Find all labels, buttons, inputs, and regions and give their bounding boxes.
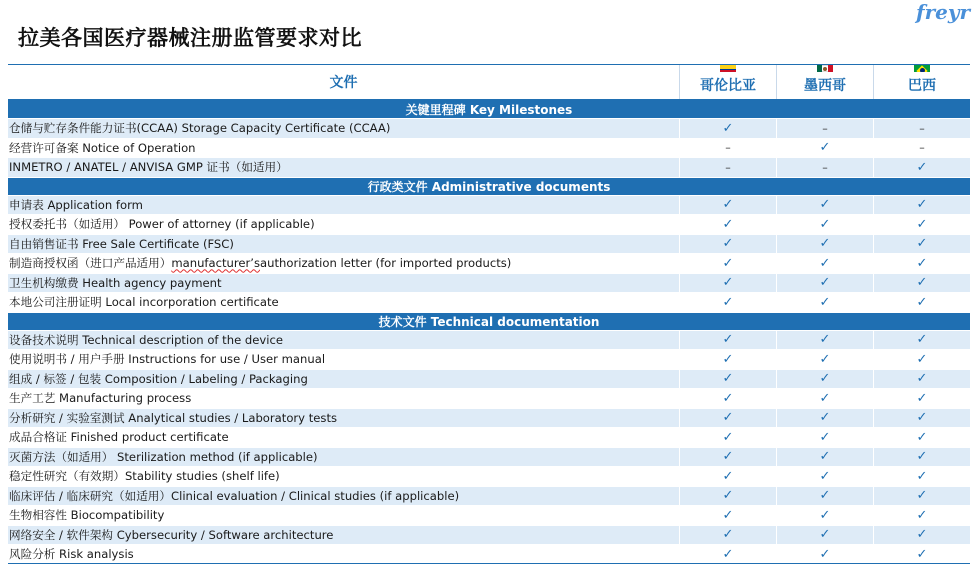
requirement-cell — [874, 370, 970, 389]
check-icon: ✓ — [722, 120, 734, 136]
requirement-cell — [777, 370, 874, 389]
document-name: 成品合格证 Finished product certificate — [8, 428, 680, 447]
table-row — [8, 370, 970, 390]
table-row — [8, 389, 970, 409]
check-icon: ✓ — [916, 294, 928, 310]
table-row — [8, 254, 970, 274]
header-mexico — [777, 65, 874, 99]
table-row — [8, 293, 970, 313]
check-icon: ✓ — [916, 371, 928, 387]
check-icon: ✓ — [722, 332, 734, 348]
header-colombia-label: 哥伦比亚 — [700, 78, 756, 94]
check-icon: ✓ — [722, 488, 734, 504]
requirement-cell — [874, 235, 970, 254]
document-name: 仓储与贮存条件能力证书(CCAA) Storage Capacity Certificate (CCAA) — [8, 119, 680, 138]
requirement-cell — [874, 506, 970, 525]
check-icon: ✓ — [916, 429, 928, 445]
spellcheck-underlined-text: manufacturer’s — [171, 256, 261, 271]
check-icon: ✓ — [819, 332, 831, 348]
requirement-cell — [680, 158, 777, 177]
check-icon: ✓ — [819, 527, 831, 543]
requirement-cell — [777, 448, 874, 467]
requirement-cell — [777, 293, 874, 312]
requirement-cell — [777, 139, 874, 158]
check-icon: ✓ — [722, 294, 734, 310]
requirement-cell — [680, 370, 777, 389]
check-icon: ✓ — [916, 197, 928, 213]
check-icon: ✓ — [819, 255, 831, 271]
requirement-cell — [777, 545, 874, 564]
check-icon: ✓ — [722, 197, 734, 213]
check-icon: ✓ — [819, 236, 831, 252]
requirement-cell — [680, 254, 777, 273]
requirement-cell — [680, 506, 777, 525]
check-icon: ✓ — [819, 429, 831, 445]
requirement-cell — [680, 487, 777, 506]
check-icon: ✓ — [819, 507, 831, 523]
table-row — [8, 409, 970, 429]
check-icon: ✓ — [916, 255, 928, 271]
table-row — [8, 350, 970, 370]
requirement-cell — [680, 545, 777, 564]
document-name: 授权委托书（如适用） Power of attorney (if applicable) — [8, 215, 680, 234]
check-icon: ✓ — [819, 468, 831, 484]
check-icon: ✓ — [819, 449, 831, 465]
check-icon: ✓ — [916, 332, 928, 348]
check-icon: ✓ — [916, 468, 928, 484]
requirement-cell — [777, 331, 874, 350]
document-name: 组成 / 标签 / 包装 Composition / Labeling / Packaging — [8, 370, 680, 389]
table-row — [8, 467, 970, 487]
requirement-cell — [680, 526, 777, 545]
table-row — [8, 215, 970, 235]
table-row — [8, 448, 970, 468]
requirement-cell — [874, 487, 970, 506]
check-icon: ✓ — [819, 410, 831, 426]
document-name: 本地公司注册证明 Local incorporation certificate — [8, 293, 680, 312]
requirement-cell — [874, 158, 970, 177]
table-row — [8, 428, 970, 448]
check-icon: ✓ — [722, 390, 734, 406]
check-icon: ✓ — [916, 449, 928, 465]
document-name: 使用说明书 / 用户手册 Instructions for use / User manual — [8, 350, 680, 369]
section-header: 行政类文件 Administrative documents — [8, 178, 970, 196]
check-icon: ✓ — [819, 140, 831, 156]
page-title: 拉美各国医疗器械注册监管要求对比 — [18, 26, 362, 50]
check-icon: ✓ — [722, 216, 734, 232]
table-row — [8, 158, 970, 178]
requirement-cell — [777, 467, 874, 486]
requirement-cell — [680, 196, 777, 215]
requirement-cell — [680, 293, 777, 312]
document-name: 网络安全 / 软件架构 Cybersecurity / Software architecture — [8, 526, 680, 545]
section-header: 技术文件 Technical documentation — [8, 313, 970, 331]
section-header: 关键里程碑 Key Milestones — [8, 101, 970, 119]
check-icon: ✓ — [916, 275, 928, 291]
document-name: 设备技术说明 Technical description of the device — [8, 331, 680, 350]
requirement-cell — [777, 526, 874, 545]
check-icon: ✓ — [916, 410, 928, 426]
check-icon: ✓ — [819, 197, 831, 213]
requirement-cell — [874, 448, 970, 467]
dash-icon: – — [725, 160, 731, 174]
check-icon: ✓ — [722, 371, 734, 387]
requirement-cell — [680, 350, 777, 369]
requirement-cell — [680, 274, 777, 293]
dash-icon: – — [919, 121, 925, 135]
requirement-cell — [777, 254, 874, 273]
document-name: 申请表 Application form — [8, 196, 680, 215]
header-brazil-label: 巴西 — [908, 78, 936, 94]
check-icon: ✓ — [722, 546, 734, 562]
requirement-cell — [680, 119, 777, 138]
document-name: 经营许可备案 Notice of Operation — [8, 139, 680, 158]
requirement-cell — [874, 350, 970, 369]
document-name: 临床评估 / 临床研究（如适用）Clinical evaluation / Clinical studies (if applicable) — [8, 487, 680, 506]
check-icon: ✓ — [722, 468, 734, 484]
check-icon: ✓ — [722, 351, 734, 367]
mexico-flag-icon — [817, 65, 833, 72]
requirement-cell — [874, 545, 970, 564]
check-icon: ✓ — [819, 294, 831, 310]
check-icon: ✓ — [722, 275, 734, 291]
header-brazil — [874, 65, 970, 99]
requirement-cell — [874, 254, 970, 273]
check-icon: ✓ — [722, 410, 734, 426]
check-icon: ✓ — [819, 488, 831, 504]
dash-icon: – — [919, 141, 925, 155]
table-header — [8, 65, 970, 101]
requirement-cell — [874, 409, 970, 428]
requirement-cell — [680, 215, 777, 234]
requirement-cell — [777, 389, 874, 408]
document-name-part: 制造商授权函（进口产品适用） — [9, 256, 172, 271]
document-name: 稳定性研究（有效期）Stability studies (shelf life) — [8, 467, 680, 486]
check-icon: ✓ — [916, 159, 928, 175]
requirement-cell — [777, 350, 874, 369]
requirement-cell — [874, 526, 970, 545]
table-row — [8, 235, 970, 255]
requirement-cell — [874, 389, 970, 408]
requirement-cell — [874, 274, 970, 293]
check-icon: ✓ — [722, 449, 734, 465]
check-icon: ✓ — [916, 351, 928, 367]
requirement-cell — [874, 331, 970, 350]
document-name: 风险分析 Risk analysis — [8, 545, 680, 564]
requirement-cell — [680, 448, 777, 467]
document-name: 卫生机构缴费 Health agency payment — [8, 274, 680, 293]
table-row — [8, 526, 970, 546]
check-icon: ✓ — [722, 255, 734, 271]
check-icon: ✓ — [819, 275, 831, 291]
requirement-cell — [874, 215, 970, 234]
check-icon: ✓ — [916, 546, 928, 562]
dash-icon: – — [822, 160, 828, 174]
check-icon: ✓ — [916, 527, 928, 543]
table-row — [8, 139, 970, 159]
dash-icon: – — [822, 121, 828, 135]
check-icon: ✓ — [819, 546, 831, 562]
requirement-cell — [777, 409, 874, 428]
requirement-cell — [874, 428, 970, 447]
requirement-cell — [874, 119, 970, 138]
requirement-cell — [680, 467, 777, 486]
table-bottom-rule — [8, 563, 970, 564]
table-row — [8, 506, 970, 526]
header-colombia — [680, 65, 777, 99]
requirement-cell — [777, 196, 874, 215]
requirement-cell — [680, 428, 777, 447]
requirement-cell — [680, 139, 777, 158]
check-icon: ✓ — [916, 216, 928, 232]
check-icon: ✓ — [916, 488, 928, 504]
check-icon: ✓ — [819, 390, 831, 406]
freyr-logo: freyr — [915, 0, 970, 24]
requirement-cell — [680, 409, 777, 428]
requirement-cell — [777, 274, 874, 293]
table-row — [8, 119, 970, 139]
check-icon: ✓ — [819, 351, 831, 367]
document-name: 生物相容性 Biocompatibility — [8, 506, 680, 525]
check-icon: ✓ — [916, 390, 928, 406]
requirement-cell — [777, 215, 874, 234]
check-icon: ✓ — [722, 527, 734, 543]
table-row — [8, 487, 970, 507]
table-row — [8, 274, 970, 294]
requirement-cell — [777, 158, 874, 177]
check-icon: ✓ — [819, 216, 831, 232]
requirement-cell — [874, 196, 970, 215]
check-icon: ✓ — [722, 429, 734, 445]
document-name: 分析研究 / 实验室测试 Analytical studies / Laboratory tests — [8, 409, 680, 428]
header-documents: 文件 — [8, 65, 680, 99]
check-icon: ✓ — [722, 236, 734, 252]
check-icon: ✓ — [916, 507, 928, 523]
document-name: INMETRO / ANATEL / ANVISA GMP 证书（如适用） — [8, 158, 680, 177]
table-body — [8, 101, 970, 565]
requirement-cell — [874, 293, 970, 312]
requirement-cell — [680, 389, 777, 408]
table-row — [8, 196, 970, 216]
comparison-table — [8, 64, 970, 565]
document-name — [8, 254, 680, 273]
document-name: 自由销售证书 Free Sale Certificate (FSC) — [8, 235, 680, 254]
requirement-cell — [777, 428, 874, 447]
dash-icon: – — [725, 141, 731, 155]
check-icon: ✓ — [916, 236, 928, 252]
colombia-flag-icon — [720, 65, 736, 72]
document-name: 灭菌方法（如适用） Sterilization method (if applicable) — [8, 448, 680, 467]
header-mexico-label: 墨西哥 — [804, 78, 846, 94]
table-row — [8, 331, 970, 351]
brazil-flag-icon — [914, 65, 930, 72]
document-name-part: authorization letter (for imported products) — [260, 256, 512, 271]
requirement-cell — [777, 506, 874, 525]
document-name: 生产工艺 Manufacturing process — [8, 389, 680, 408]
requirement-cell — [777, 235, 874, 254]
requirement-cell — [680, 235, 777, 254]
requirement-cell — [680, 331, 777, 350]
requirement-cell — [777, 119, 874, 138]
requirement-cell — [874, 467, 970, 486]
requirement-cell — [874, 139, 970, 158]
requirement-cell — [777, 487, 874, 506]
check-icon: ✓ — [819, 371, 831, 387]
check-icon: ✓ — [722, 507, 734, 523]
table-row — [8, 545, 970, 565]
